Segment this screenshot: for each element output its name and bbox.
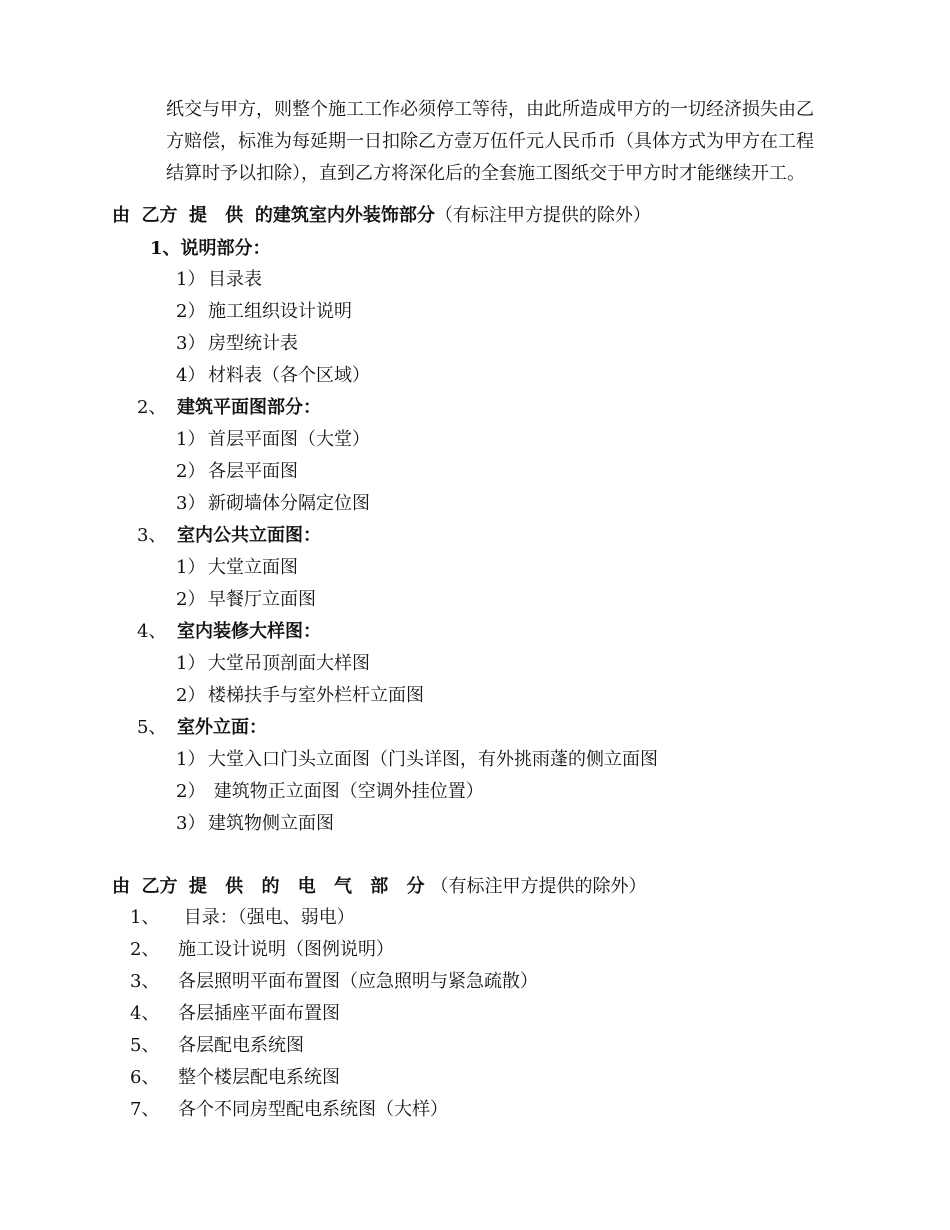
list-item: 3） 房型统计表 (176, 333, 298, 354)
list-item: 3、 各层照明平面布置图（应急照明与紧急疏散） (130, 971, 538, 992)
group-title: 1、说明部分： (150, 238, 271, 259)
list-item: 1） 大堂入口门头立面图（门头详图，有外挑雨蓬的侧立面图 (176, 749, 658, 770)
group-title: 3、 室内公共立面图： (137, 525, 321, 546)
list-item: 7、 各个不同房型配电系统图（大样） (130, 1099, 448, 1120)
intro-line: 纸交与甲方，则整个施工工作必须停工等待，由此所造成甲方的一切经济损失由乙 (166, 99, 814, 120)
group-title: 4、 室内装修大样图： (137, 621, 321, 642)
list-item: 6、 整个楼层配电系统图 (130, 1067, 340, 1088)
list-item: 2） 早餐厅立面图 (176, 589, 316, 610)
section-heading-decoration: 由 乙方 提 供 的建筑室内外装饰部分（有标注甲方提供的除外） (112, 205, 651, 226)
intro-line: 方赔偿，标准为每延期一日扣除乙方壹万伍仟元人民币币（具体方式为甲方在工程 (166, 131, 814, 152)
list-item: 1） 大堂立面图 (176, 557, 298, 578)
intro-line: 结算时予以扣除），直到乙方将深化后的全套施工图纸交于甲方时才能继续开工。 (166, 163, 805, 184)
list-item: 1） 目录表 (176, 269, 262, 290)
list-item: 2） 各层平面图 (176, 461, 298, 482)
section-heading-electrical: 由 乙方 提 供 的 电 气 部 分（有标注甲方提供的除外） (112, 876, 647, 897)
list-item: 5、 各层配电系统图 (130, 1035, 304, 1056)
list-item: 1） 首层平面图（大堂） (176, 429, 370, 450)
list-item: 1） 大堂吊顶剖面大样图 (176, 653, 370, 674)
list-item: 3） 新砌墙体分隔定位图 (176, 493, 370, 514)
list-item: 2） 楼梯扶手与室外栏杆立面图 (176, 685, 424, 706)
list-item: 2） 建筑物正立面图（空调外挂位置） (176, 781, 484, 802)
list-item: 2） 施工组织设计说明 (176, 301, 352, 322)
list-item: 3） 建筑物侧立面图 (176, 813, 334, 834)
list-item: 4、 各层插座平面布置图 (130, 1003, 340, 1024)
list-item: 4） 材料表（各个区域） (176, 365, 370, 386)
list-item: 2、 施工设计说明（图例说明） (130, 939, 394, 960)
group-title: 2、 建筑平面图部分： (137, 397, 321, 418)
list-item: 1、 目录：（强电、弱电） (130, 907, 355, 928)
group-title: 5、 室外立面： (137, 717, 267, 738)
